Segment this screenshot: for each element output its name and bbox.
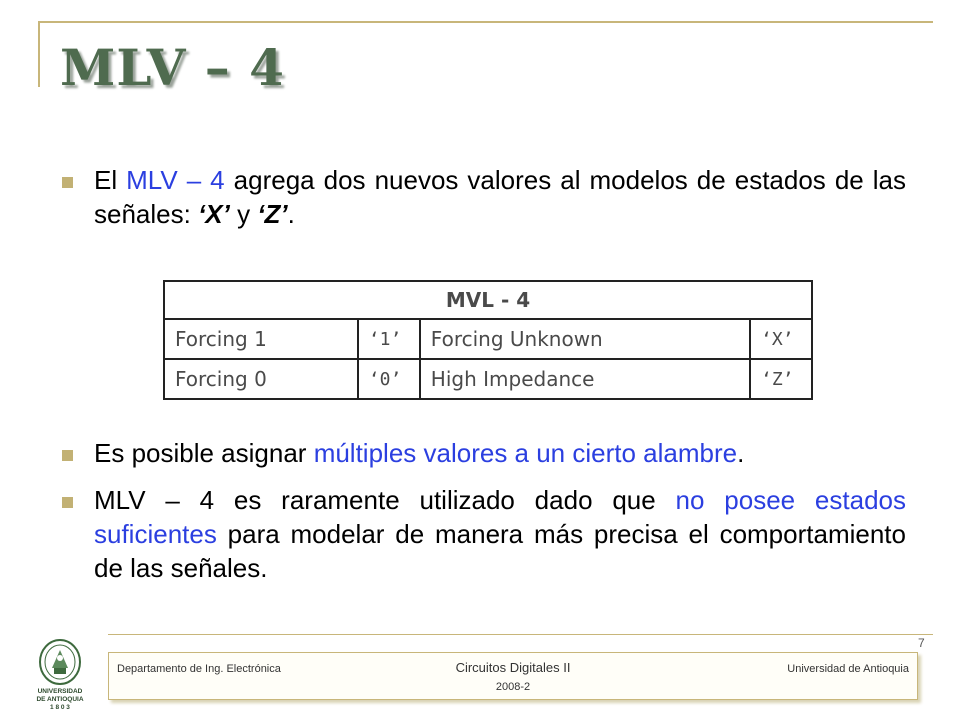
- state-value-cell: ‘0’: [358, 359, 420, 399]
- state-name-cell: Forcing 0: [164, 359, 358, 399]
- footer-department: Departamento de Ing. Electrónica: [117, 663, 281, 675]
- bullet-item-3: [62, 483, 906, 585]
- bullet-item-1: [62, 163, 906, 231]
- table-header: MVL - 4: [164, 281, 812, 319]
- footer-year: 2008-2: [495, 681, 531, 693]
- state-value-cell: ‘X’: [750, 319, 812, 359]
- mvl-table: [163, 280, 813, 400]
- state-value-cell: ‘1’: [358, 319, 420, 359]
- page-number: 7: [918, 636, 925, 650]
- value-z: ‘Z’: [257, 199, 288, 229]
- university-seal-icon: [32, 638, 88, 688]
- bullet-square-icon: [62, 497, 73, 508]
- highlight-text: múltiples valores a un cierto alambre: [313, 438, 738, 468]
- state-name-cell: Forcing Unknown: [420, 319, 750, 359]
- frame-left-line: [38, 21, 40, 87]
- logo-text: UNIVERSIDAD DE ANTIOQUIA 1 8 0 3: [36, 688, 84, 711]
- footer-box: [108, 652, 918, 700]
- highlight-text: no posee estados suficientes: [94, 485, 906, 549]
- frame-top-line: [38, 21, 933, 23]
- bullet-text: El MLV – 4 agrega dos nuevos valores al modelos de estados de las señales: ‘X’ y ‘Z’.: [94, 165, 907, 229]
- highlight-text: MLV – 4: [126, 165, 225, 195]
- state-value-cell: ‘Z’: [750, 359, 812, 399]
- footer-university: Universidad de Antioquia: [787, 663, 909, 675]
- university-logo: [32, 638, 88, 712]
- bullet-square-icon: [62, 450, 73, 461]
- slide-title: MLV – 4: [60, 38, 285, 97]
- bullet-text: Es posible asignar múltiples valores a un cierto alambre.: [94, 438, 745, 468]
- table-row: [164, 359, 812, 399]
- state-name-cell: Forcing 1: [164, 319, 358, 359]
- footer-course: Circuitos Digitales II: [455, 660, 571, 675]
- table-row: [164, 319, 812, 359]
- bullet-text: MLV – 4 es raramente utilizado dado que no posee estados suficientes para modelar de manera más precisa el comportamiento de las señales.: [94, 485, 906, 583]
- value-x: ‘X’: [198, 199, 230, 229]
- footer-separator: [108, 634, 933, 635]
- bullet-item-2: [62, 436, 906, 470]
- state-name-cell: High Impedance: [420, 359, 750, 399]
- table-header-row: [164, 281, 812, 319]
- bullet-square-icon: [62, 177, 73, 188]
